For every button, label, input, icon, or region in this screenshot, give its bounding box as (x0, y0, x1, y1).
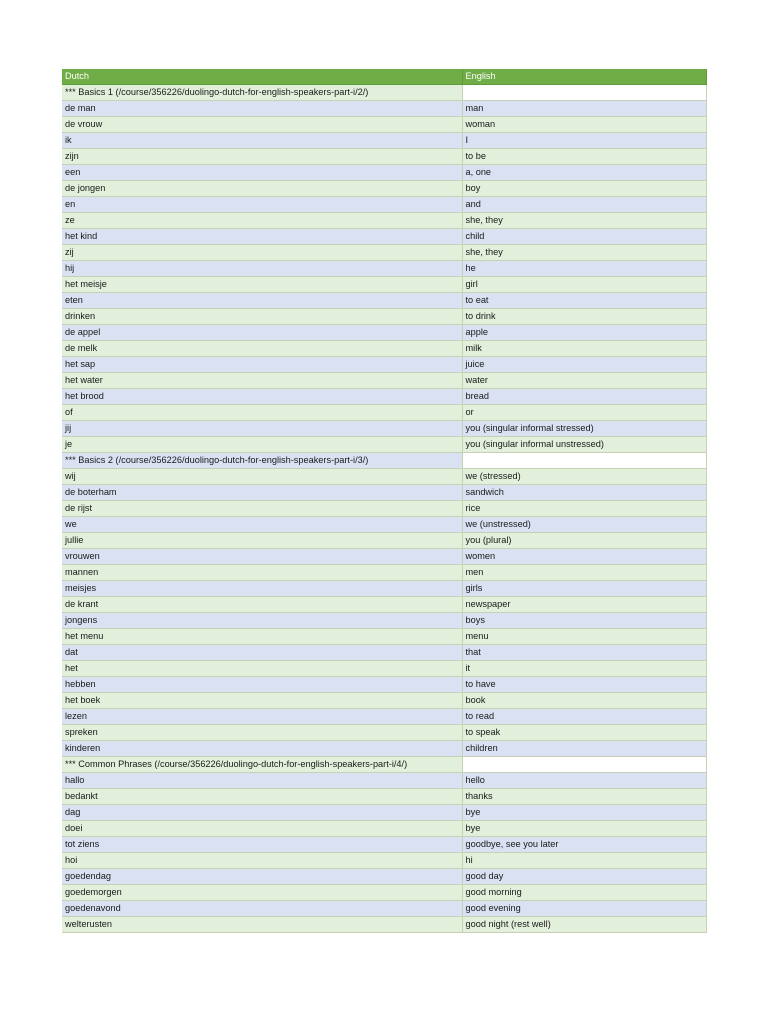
cell-english[interactable]: hello (462, 773, 706, 789)
cell-dutch[interactable]: jongens (62, 613, 462, 629)
cell-english[interactable]: thanks (462, 789, 706, 805)
table-row (62, 485, 706, 501)
table-row (62, 821, 706, 837)
table-row (62, 613, 706, 629)
table-row (62, 789, 706, 805)
table-row (62, 549, 706, 565)
cell-english[interactable]: boys (462, 613, 706, 629)
cell-english[interactable]: women (462, 549, 706, 565)
table-row (62, 405, 706, 421)
cell-english[interactable]: you (singular informal stressed) (462, 421, 706, 437)
cell-dutch[interactable]: het boek (62, 693, 462, 709)
table-row (62, 917, 706, 933)
cell-dutch[interactable]: we (62, 517, 462, 533)
table-row (62, 373, 706, 389)
cell-english[interactable]: boy (462, 181, 706, 197)
cell-dutch[interactable]: het sap (62, 357, 462, 373)
table-row (62, 709, 706, 725)
cell-dutch[interactable]: *** Common Phrases (/course/356226/duolingo-dutch-for-english-speakers-part-i/4/) (62, 757, 462, 773)
table-row (62, 677, 706, 693)
cell-dutch[interactable]: het kind (62, 229, 462, 245)
cell-english[interactable]: we (stressed) (462, 469, 706, 485)
cell-english[interactable]: man (462, 101, 706, 117)
cell-english[interactable]: woman (462, 117, 706, 133)
cell-dutch[interactable]: de vrouw (62, 117, 462, 133)
cell-english[interactable]: it (462, 661, 706, 677)
cell-dutch[interactable]: *** Basics 1 (/course/356226/duolingo-dutch-for-english-speakers-part-i/2/) (62, 85, 462, 101)
table-row (62, 885, 706, 901)
table-row (62, 437, 706, 453)
cell-dutch[interactable]: de boterham (62, 485, 462, 501)
cell-english[interactable] (462, 85, 706, 101)
cell-dutch[interactable]: de melk (62, 341, 462, 357)
table-row (62, 581, 706, 597)
table-row (62, 469, 706, 485)
cell-english[interactable]: to be (462, 149, 706, 165)
table-row (62, 597, 706, 613)
cell-english[interactable] (462, 757, 706, 773)
cell-dutch[interactable]: goedendag (62, 869, 462, 885)
cell-dutch[interactable]: het brood (62, 389, 462, 405)
cell-english[interactable]: to have (462, 677, 706, 693)
cell-dutch[interactable]: kinderen (62, 741, 462, 757)
cell-english[interactable]: to drink (462, 309, 706, 325)
cell-english[interactable]: child (462, 229, 706, 245)
cell-dutch[interactable]: dag (62, 805, 462, 821)
cell-english[interactable]: we (unstressed) (462, 517, 706, 533)
cell-english[interactable]: bye (462, 805, 706, 821)
column-header-english[interactable]: English (462, 69, 706, 85)
vocabulary-table (62, 69, 707, 933)
cell-english[interactable]: newspaper (462, 597, 706, 613)
table-row (62, 773, 706, 789)
cell-english[interactable]: water (462, 373, 706, 389)
cell-dutch[interactable]: wij (62, 469, 462, 485)
table-row (62, 421, 706, 437)
cell-english[interactable]: girls (462, 581, 706, 597)
table-row (62, 309, 706, 325)
cell-english[interactable]: hi (462, 853, 706, 869)
table-row (62, 293, 706, 309)
section-header-row (62, 453, 706, 469)
cell-dutch[interactable]: zijn (62, 149, 462, 165)
section-header-row (62, 85, 706, 101)
cell-english[interactable]: you (singular informal unstressed) (462, 437, 706, 453)
table-row (62, 133, 706, 149)
cell-dutch[interactable]: een (62, 165, 462, 181)
cell-dutch[interactable]: lezen (62, 709, 462, 725)
table-row (62, 565, 706, 581)
cell-dutch[interactable]: hebben (62, 677, 462, 693)
table-row (62, 517, 706, 533)
cell-dutch[interactable]: drinken (62, 309, 462, 325)
cell-dutch[interactable]: jij (62, 421, 462, 437)
table-row (62, 165, 706, 181)
cell-dutch[interactable]: eten (62, 293, 462, 309)
cell-dutch[interactable]: het water (62, 373, 462, 389)
cell-dutch[interactable]: de rijst (62, 501, 462, 517)
cell-english[interactable]: or (462, 405, 706, 421)
cell-english[interactable]: goodbye, see you later (462, 837, 706, 853)
table-row (62, 645, 706, 661)
cell-english[interactable]: and (462, 197, 706, 213)
section-header-row (62, 757, 706, 773)
cell-dutch[interactable]: ze (62, 213, 462, 229)
cell-dutch[interactable]: het meisje (62, 277, 462, 293)
cell-dutch[interactable]: het (62, 661, 462, 677)
cell-dutch[interactable]: de man (62, 101, 462, 117)
cell-english[interactable]: book (462, 693, 706, 709)
table-row (62, 101, 706, 117)
table-row (62, 805, 706, 821)
cell-english[interactable]: that (462, 645, 706, 661)
cell-dutch[interactable]: bedankt (62, 789, 462, 805)
cell-dutch[interactable]: hallo (62, 773, 462, 789)
cell-english[interactable]: to speak (462, 725, 706, 741)
table-row (62, 869, 706, 885)
table-row (62, 629, 706, 645)
table-row (62, 325, 706, 341)
cell-english[interactable]: you (plural) (462, 533, 706, 549)
cell-english[interactable]: a, one (462, 165, 706, 181)
cell-dutch[interactable]: mannen (62, 565, 462, 581)
cell-english[interactable]: she, they (462, 213, 706, 229)
cell-dutch[interactable]: tot ziens (62, 837, 462, 853)
cell-english[interactable]: I (462, 133, 706, 149)
cell-english[interactable]: she, they (462, 245, 706, 261)
table-row (62, 837, 706, 853)
table-body (62, 85, 706, 933)
cell-english[interactable]: apple (462, 325, 706, 341)
cell-dutch[interactable]: vrouwen (62, 549, 462, 565)
cell-english[interactable]: rice (462, 501, 706, 517)
cell-english[interactable]: bread (462, 389, 706, 405)
cell-dutch[interactable]: het menu (62, 629, 462, 645)
table-row (62, 213, 706, 229)
cell-english[interactable]: to read (462, 709, 706, 725)
cell-dutch[interactable]: of (62, 405, 462, 421)
header-row (62, 69, 706, 85)
table-row (62, 197, 706, 213)
table-row (62, 501, 706, 517)
cell-english[interactable]: menu (462, 629, 706, 645)
cell-dutch[interactable]: doei (62, 821, 462, 837)
cell-english[interactable]: children (462, 741, 706, 757)
table-row (62, 229, 706, 245)
cell-dutch[interactable]: spreken (62, 725, 462, 741)
cell-dutch[interactable]: ik (62, 133, 462, 149)
table-row (62, 693, 706, 709)
table-row (62, 741, 706, 757)
table-row (62, 389, 706, 405)
cell-english[interactable]: good morning (462, 885, 706, 901)
cell-english[interactable]: milk (462, 341, 706, 357)
table-row (62, 181, 706, 197)
cell-dutch[interactable]: de krant (62, 597, 462, 613)
table-row (62, 357, 706, 373)
table-row (62, 341, 706, 357)
cell-english[interactable]: he (462, 261, 706, 277)
cell-english[interactable]: men (462, 565, 706, 581)
cell-dutch[interactable]: meisjes (62, 581, 462, 597)
cell-dutch[interactable]: de appel (62, 325, 462, 341)
cell-dutch[interactable]: welterusten (62, 917, 462, 933)
table-row (62, 533, 706, 549)
table-row (62, 149, 706, 165)
cell-dutch[interactable]: de jongen (62, 181, 462, 197)
cell-english[interactable]: juice (462, 357, 706, 373)
cell-dutch[interactable]: goedemorgen (62, 885, 462, 901)
cell-english[interactable]: sandwich (462, 485, 706, 501)
cell-dutch[interactable]: dat (62, 645, 462, 661)
table-row (62, 277, 706, 293)
cell-english[interactable]: girl (462, 277, 706, 293)
cell-english[interactable]: good day (462, 869, 706, 885)
cell-english[interactable]: good night (rest well) (462, 917, 706, 933)
table-row (62, 853, 706, 869)
cell-dutch[interactable]: *** Basics 2 (/course/356226/duolingo-dutch-for-english-speakers-part-i/3/) (62, 453, 462, 469)
cell-dutch[interactable]: jullie (62, 533, 462, 549)
cell-dutch[interactable]: en (62, 197, 462, 213)
cell-dutch[interactable]: goedenavond (62, 901, 462, 917)
cell-english[interactable]: bye (462, 821, 706, 837)
cell-english[interactable] (462, 453, 706, 469)
cell-dutch[interactable]: zij (62, 245, 462, 261)
cell-dutch[interactable]: je (62, 437, 462, 453)
table-row (62, 725, 706, 741)
table-row (62, 901, 706, 917)
column-header-dutch[interactable]: Dutch (62, 69, 462, 85)
table-row (62, 245, 706, 261)
table-row (62, 261, 706, 277)
cell-english[interactable]: good evening (462, 901, 706, 917)
cell-english[interactable]: to eat (462, 293, 706, 309)
cell-dutch[interactable]: hij (62, 261, 462, 277)
table-row (62, 117, 706, 133)
cell-dutch[interactable]: hoi (62, 853, 462, 869)
table-row (62, 661, 706, 677)
